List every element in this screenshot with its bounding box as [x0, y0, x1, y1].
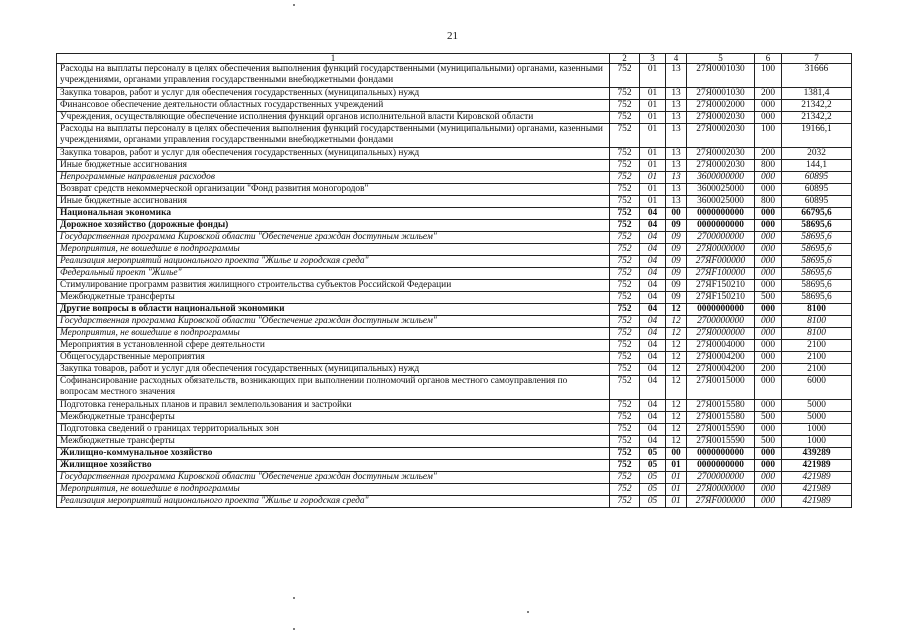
cell-rz: 05: [640, 496, 666, 508]
cell-name: Межбюджетные трансферты: [57, 436, 610, 448]
cell-grbs: 752: [610, 148, 640, 160]
cell-rz: 01: [640, 124, 666, 148]
table-row: [57, 352, 852, 364]
table-row: [57, 268, 852, 280]
cell-sum: 8100: [782, 328, 852, 340]
cell-vr: 000: [755, 268, 782, 280]
table-row: [57, 340, 852, 352]
cell-csr: 27Я0002030: [687, 124, 755, 148]
cell-name: Учреждения, осуществляющие обеспечение исполнения функций органов исполнительной власти Кировской области: [57, 112, 610, 124]
cell-pr: 09: [666, 292, 687, 304]
cell-pr: 12: [666, 424, 687, 436]
cell-rz: 04: [640, 376, 666, 400]
cell-sum: 21342,2: [782, 100, 852, 112]
cell-name: Закупка товаров, работ и услуг для обеспечения государственных (муниципальных) нужд: [57, 364, 610, 376]
cell-sum: 60895: [782, 184, 852, 196]
cell-name: Реализация мероприятий национального проекта "Жилье и городская среда": [57, 256, 610, 268]
cell-vr: 200: [755, 364, 782, 376]
cell-pr: 13: [666, 124, 687, 148]
cell-csr: 27ЯF150210: [687, 292, 755, 304]
cell-vr: 000: [755, 280, 782, 292]
cell-vr: 000: [755, 256, 782, 268]
table-row: [57, 496, 852, 508]
cell-csr: 27Я0000000: [687, 328, 755, 340]
table-body: [57, 64, 852, 508]
cell-rz: 04: [640, 268, 666, 280]
cell-vr: 500: [755, 436, 782, 448]
header-cell: 4: [666, 54, 687, 64]
cell-grbs: 752: [610, 484, 640, 496]
cell-name: Мероприятия, не вошедшие в подпрограммы: [57, 244, 610, 256]
cell-csr: 27Я0004000: [687, 340, 755, 352]
cell-csr: 27Я0002030: [687, 148, 755, 160]
cell-pr: 00: [666, 208, 687, 220]
cell-vr: 200: [755, 148, 782, 160]
cell-sum: 421989: [782, 484, 852, 496]
table-row: [57, 424, 852, 436]
table-row: [57, 208, 852, 220]
cell-name: Государственная программа Кировской области "Обеспечение граждан доступным жильем": [57, 232, 610, 244]
cell-name: Иные бюджетные ассигнования: [57, 196, 610, 208]
cell-pr: 12: [666, 352, 687, 364]
header-cell: 3: [640, 54, 666, 64]
table-row: [57, 172, 852, 184]
cell-vr: 000: [755, 400, 782, 412]
cell-csr: 27Я0015590: [687, 436, 755, 448]
cell-sum: 66795,6: [782, 208, 852, 220]
cell-pr: 13: [666, 112, 687, 124]
cell-vr: 000: [755, 496, 782, 508]
cell-sum: 2100: [782, 352, 852, 364]
cell-name: Расходы на выплаты персоналу в целях обеспечения выполнения функций государственными (муниципальными) органами, казенными учреждениями, органами управления государственными внебюджетными фондами: [57, 64, 610, 88]
cell-vr: 000: [755, 112, 782, 124]
cell-name: Стимулирование программ развития жилищного строительства субъектов Российской Федерации: [57, 280, 610, 292]
cell-rz: 01: [640, 172, 666, 184]
cell-sum: 144,1: [782, 160, 852, 172]
cell-rz: 01: [640, 196, 666, 208]
cell-csr: 0000000000: [687, 304, 755, 316]
cell-sum: 58695,6: [782, 232, 852, 244]
cell-pr: 12: [666, 340, 687, 352]
header-cell: 7: [782, 54, 852, 64]
table-row: [57, 304, 852, 316]
cell-grbs: 752: [610, 460, 640, 472]
table-row: [57, 448, 852, 460]
cell-csr: 27ЯF000000: [687, 496, 755, 508]
cell-name: Мероприятия, не вошедшие в подпрограммы: [57, 484, 610, 496]
cell-name: Другие вопросы в области национальной экономики: [57, 304, 610, 316]
cell-grbs: 752: [610, 220, 640, 232]
cell-sum: 421989: [782, 496, 852, 508]
table-row: [57, 400, 852, 412]
cell-vr: 000: [755, 172, 782, 184]
cell-rz: 04: [640, 316, 666, 328]
cell-pr: 12: [666, 400, 687, 412]
cell-csr: 27Я0002030: [687, 112, 755, 124]
cell-grbs: 752: [610, 124, 640, 148]
cell-sum: 19166,1: [782, 124, 852, 148]
cell-pr: 09: [666, 244, 687, 256]
cell-csr: 27Я0000000: [687, 484, 755, 496]
cell-pr: 13: [666, 172, 687, 184]
cell-sum: 439289: [782, 448, 852, 460]
cell-rz: 04: [640, 256, 666, 268]
table-row: [57, 256, 852, 268]
cell-csr: 27Я0015590: [687, 424, 755, 436]
cell-sum: 60895: [782, 172, 852, 184]
cell-pr: 01: [666, 496, 687, 508]
cell-pr: 09: [666, 220, 687, 232]
cell-vr: 000: [755, 100, 782, 112]
cell-rz: 05: [640, 460, 666, 472]
cell-name: Непрограммные направления расходов: [57, 172, 610, 184]
header-cell: 5: [687, 54, 755, 64]
cell-csr: 27Я0004200: [687, 364, 755, 376]
cell-name: Мероприятия в установленной сфере деятельности: [57, 340, 610, 352]
cell-grbs: 752: [610, 352, 640, 364]
cell-grbs: 752: [610, 424, 640, 436]
cell-rz: 01: [640, 184, 666, 196]
table-row: [57, 280, 852, 292]
table-row: [57, 160, 852, 172]
table-row: [57, 364, 852, 376]
table-row: [57, 220, 852, 232]
cell-rz: 04: [640, 220, 666, 232]
cell-sum: 8100: [782, 316, 852, 328]
table-row: [57, 184, 852, 196]
cell-sum: 1381,4: [782, 88, 852, 100]
cell-vr: 000: [755, 244, 782, 256]
cell-sum: 58695,6: [782, 220, 852, 232]
cell-grbs: 752: [610, 244, 640, 256]
cell-csr: 27ЯF100000: [687, 268, 755, 280]
cell-name: Возврат средств некоммерческой организации "Фонд развития моногородов": [57, 184, 610, 196]
cell-vr: 100: [755, 64, 782, 88]
cell-pr: 13: [666, 196, 687, 208]
table-row: [57, 472, 852, 484]
cell-csr: 0000000000: [687, 448, 755, 460]
cell-pr: 12: [666, 304, 687, 316]
header-cell: 2: [610, 54, 640, 64]
cell-pr: 12: [666, 328, 687, 340]
cell-grbs: 752: [610, 160, 640, 172]
cell-sum: 421989: [782, 472, 852, 484]
cell-grbs: 752: [610, 256, 640, 268]
cell-pr: 13: [666, 64, 687, 88]
cell-vr: 000: [755, 352, 782, 364]
cell-name: Финансовое обеспечение деятельности областных государственных учреждений: [57, 100, 610, 112]
cell-grbs: 752: [610, 472, 640, 484]
cell-grbs: 752: [610, 340, 640, 352]
cell-name: Мероприятия, не вошедшие в подпрограммы: [57, 328, 610, 340]
cell-vr: 000: [755, 316, 782, 328]
cell-name: Расходы на выплаты персоналу в целях обеспечения выполнения функций государственными (муниципальными) органами, казенными учреждениями, органами управления государственными внебюджетными фондами: [57, 124, 610, 148]
cell-grbs: 752: [610, 172, 640, 184]
cell-vr: 000: [755, 340, 782, 352]
cell-rz: 05: [640, 448, 666, 460]
cell-sum: 21342,2: [782, 112, 852, 124]
cell-grbs: 752: [610, 376, 640, 400]
cell-vr: 000: [755, 376, 782, 400]
cell-grbs: 752: [610, 436, 640, 448]
cell-sum: 2100: [782, 364, 852, 376]
cell-grbs: 752: [610, 100, 640, 112]
cell-rz: 04: [640, 412, 666, 424]
cell-sum: 58695,6: [782, 292, 852, 304]
cell-sum: 31666: [782, 64, 852, 88]
scan-speck: [293, 4, 295, 6]
cell-csr: 3600025000: [687, 196, 755, 208]
table-row: [57, 148, 852, 160]
cell-sum: 58695,6: [782, 280, 852, 292]
cell-vr: 500: [755, 292, 782, 304]
cell-name: Подготовка сведений о границах территориальных зон: [57, 424, 610, 436]
cell-sum: 5000: [782, 412, 852, 424]
cell-pr: 12: [666, 436, 687, 448]
cell-csr: 0000000000: [687, 208, 755, 220]
cell-rz: 04: [640, 232, 666, 244]
cell-csr: 2700000000: [687, 316, 755, 328]
scan-speck: [527, 611, 529, 613]
cell-sum: 2100: [782, 340, 852, 352]
cell-name: Софинансирование расходных обязательств, возникающих при выполнении полномочий органов местного самоуправления по вопросам местного значения: [57, 376, 610, 400]
cell-grbs: 752: [610, 316, 640, 328]
table-row: [57, 316, 852, 328]
cell-csr: 27Я0001030: [687, 88, 755, 100]
cell-name: Подготовка генеральных планов и правил землепользования и застройки: [57, 400, 610, 412]
cell-sum: 1000: [782, 436, 852, 448]
cell-csr: 3600025000: [687, 184, 755, 196]
cell-name: Федеральный проект "Жилье": [57, 268, 610, 280]
cell-vr: 000: [755, 328, 782, 340]
header-cell: 6: [755, 54, 782, 64]
cell-sum: 1000: [782, 424, 852, 436]
cell-csr: 27Я0001030: [687, 64, 755, 88]
cell-vr: 000: [755, 232, 782, 244]
table-row: [57, 88, 852, 100]
cell-pr: 13: [666, 184, 687, 196]
cell-grbs: 752: [610, 208, 640, 220]
cell-rz: 04: [640, 352, 666, 364]
table-row: [57, 484, 852, 496]
cell-vr: 000: [755, 424, 782, 436]
cell-vr: 000: [755, 472, 782, 484]
header-row: [57, 54, 852, 64]
cell-rz: 04: [640, 244, 666, 256]
cell-vr: 800: [755, 160, 782, 172]
cell-pr: 01: [666, 472, 687, 484]
cell-vr: 200: [755, 88, 782, 100]
table-row: [57, 412, 852, 424]
cell-csr: 27Я0015580: [687, 400, 755, 412]
cell-rz: 01: [640, 88, 666, 100]
cell-sum: 2032: [782, 148, 852, 160]
cell-csr: 27ЯF150210: [687, 280, 755, 292]
cell-csr: 27Я0015000: [687, 376, 755, 400]
cell-rz: 04: [640, 208, 666, 220]
cell-grbs: 752: [610, 496, 640, 508]
cell-sum: 421989: [782, 460, 852, 472]
cell-rz: 05: [640, 472, 666, 484]
cell-pr: 12: [666, 412, 687, 424]
cell-rz: 01: [640, 148, 666, 160]
cell-pr: 09: [666, 232, 687, 244]
cell-vr: 000: [755, 448, 782, 460]
cell-grbs: 752: [610, 268, 640, 280]
cell-name: Межбюджетные трансферты: [57, 292, 610, 304]
cell-vr: 800: [755, 196, 782, 208]
cell-csr: 2700000000: [687, 472, 755, 484]
cell-pr: 12: [666, 316, 687, 328]
cell-vr: 100: [755, 124, 782, 148]
cell-name: Национальная экономика: [57, 208, 610, 220]
cell-pr: 09: [666, 268, 687, 280]
budget-table: [56, 53, 852, 508]
cell-csr: 27ЯF000000: [687, 256, 755, 268]
cell-sum: 8100: [782, 304, 852, 316]
cell-csr: 27Я0000000: [687, 244, 755, 256]
cell-rz: 05: [640, 484, 666, 496]
cell-pr: 13: [666, 148, 687, 160]
cell-name: Общегосударственные мероприятия: [57, 352, 610, 364]
cell-pr: 13: [666, 160, 687, 172]
table-row: [57, 292, 852, 304]
scan-speck: [293, 628, 295, 630]
cell-grbs: 752: [610, 196, 640, 208]
cell-name: Закупка товаров, работ и услуг для обеспечения государственных (муниципальных) нужд: [57, 148, 610, 160]
cell-name: Межбюджетные трансферты: [57, 412, 610, 424]
cell-grbs: 752: [610, 64, 640, 88]
cell-csr: 3600000000: [687, 172, 755, 184]
cell-grbs: 752: [610, 304, 640, 316]
table-row: [57, 64, 852, 88]
cell-sum: 58695,6: [782, 256, 852, 268]
cell-csr: 27Я0002000: [687, 100, 755, 112]
cell-csr: 27Я0004200: [687, 352, 755, 364]
cell-name: Государственная программа Кировской области "Обеспечение граждан доступным жильем": [57, 472, 610, 484]
cell-vr: 000: [755, 220, 782, 232]
cell-sum: 6000: [782, 376, 852, 400]
cell-rz: 04: [640, 424, 666, 436]
cell-csr: 27Я0015580: [687, 412, 755, 424]
table-row: [57, 328, 852, 340]
cell-vr: 000: [755, 208, 782, 220]
cell-vr: 000: [755, 460, 782, 472]
page-number: 21: [447, 30, 458, 42]
cell-pr: 12: [666, 376, 687, 400]
cell-pr: 13: [666, 88, 687, 100]
table-row: [57, 112, 852, 124]
cell-rz: 04: [640, 340, 666, 352]
table-row: [57, 244, 852, 256]
cell-rz: 04: [640, 280, 666, 292]
cell-name: Реализация мероприятий национального проекта "Жилье и городская среда": [57, 496, 610, 508]
table-row: [57, 124, 852, 148]
cell-rz: 04: [640, 364, 666, 376]
cell-name: Жилищное хозяйство: [57, 460, 610, 472]
cell-vr: 500: [755, 412, 782, 424]
cell-name: Жилищно-коммунальное хозяйство: [57, 448, 610, 460]
cell-pr: 01: [666, 484, 687, 496]
cell-grbs: 752: [610, 112, 640, 124]
cell-sum: 5000: [782, 400, 852, 412]
cell-rz: 04: [640, 304, 666, 316]
cell-csr: 2700000000: [687, 232, 755, 244]
cell-grbs: 752: [610, 232, 640, 244]
cell-rz: 01: [640, 100, 666, 112]
cell-rz: 04: [640, 328, 666, 340]
cell-vr: 000: [755, 304, 782, 316]
cell-pr: 09: [666, 256, 687, 268]
table-row: [57, 196, 852, 208]
table-row: [57, 460, 852, 472]
cell-name: Закупка товаров, работ и услуг для обеспечения государственных (муниципальных) нужд: [57, 88, 610, 100]
cell-rz: 04: [640, 436, 666, 448]
scan-speck: [293, 597, 295, 599]
cell-csr: 0000000000: [687, 220, 755, 232]
cell-grbs: 752: [610, 448, 640, 460]
cell-grbs: 752: [610, 280, 640, 292]
table-row: [57, 232, 852, 244]
cell-name: Государственная программа Кировской области "Обеспечение граждан доступным жильем": [57, 316, 610, 328]
cell-rz: 04: [640, 400, 666, 412]
cell-rz: 01: [640, 64, 666, 88]
cell-name: Дорожное хозяйство (дорожные фонды): [57, 220, 610, 232]
cell-pr: 00: [666, 448, 687, 460]
table-row: [57, 100, 852, 112]
cell-rz: 01: [640, 160, 666, 172]
cell-sum: 58695,6: [782, 244, 852, 256]
cell-grbs: 752: [610, 292, 640, 304]
cell-csr: 0000000000: [687, 460, 755, 472]
cell-grbs: 752: [610, 364, 640, 376]
cell-pr: 13: [666, 100, 687, 112]
cell-grbs: 752: [610, 88, 640, 100]
cell-name: Иные бюджетные ассигнования: [57, 160, 610, 172]
header-cell: 1: [57, 54, 610, 64]
cell-sum: 58695,6: [782, 268, 852, 280]
cell-grbs: 752: [610, 400, 640, 412]
cell-pr: 09: [666, 280, 687, 292]
cell-pr: 01: [666, 460, 687, 472]
table-row: [57, 436, 852, 448]
cell-grbs: 752: [610, 184, 640, 196]
cell-pr: 12: [666, 364, 687, 376]
cell-rz: 04: [640, 292, 666, 304]
cell-grbs: 752: [610, 412, 640, 424]
table-row: [57, 376, 852, 400]
cell-rz: 01: [640, 112, 666, 124]
cell-grbs: 752: [610, 328, 640, 340]
cell-vr: 000: [755, 184, 782, 196]
cell-csr: 27Я0002030: [687, 160, 755, 172]
cell-vr: 000: [755, 484, 782, 496]
cell-sum: 60895: [782, 196, 852, 208]
